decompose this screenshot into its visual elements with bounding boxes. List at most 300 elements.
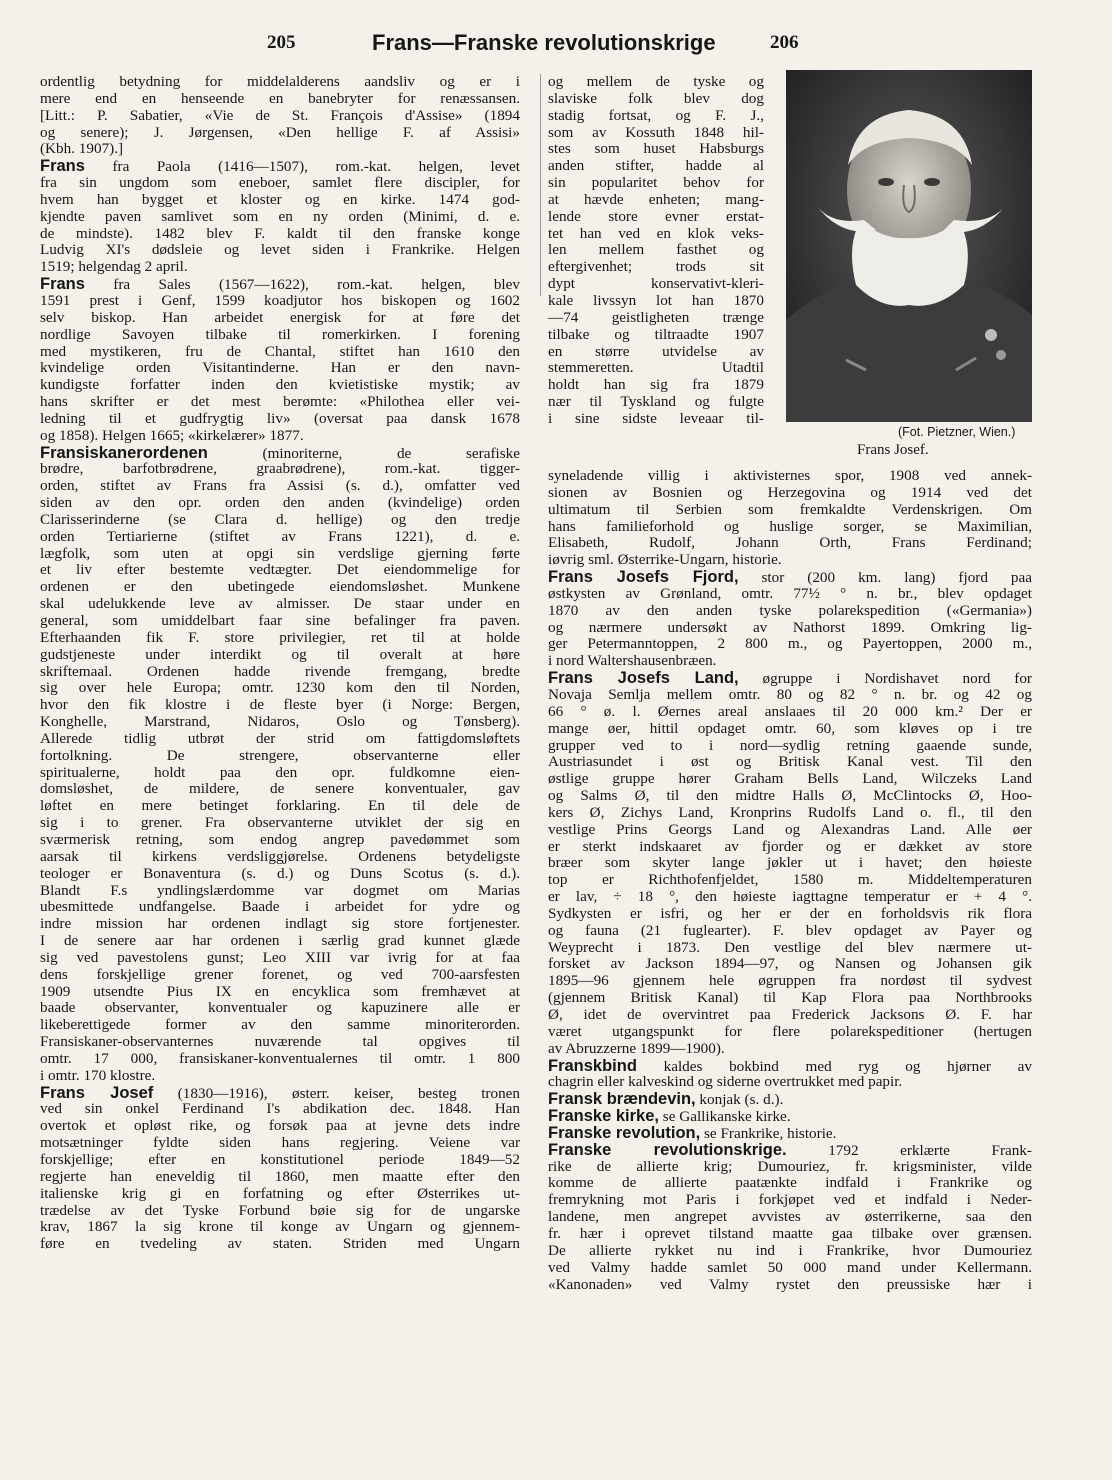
line-text: mere end en henseende en banebryter for renæssansen. <box>40 90 520 107</box>
entry-headword: Frans <box>40 276 85 293</box>
line-text: [Litt.: P. Sabatier, «Vie de St. François d'Assise» (1894 <box>40 107 520 124</box>
text-line <box>548 259 764 276</box>
text-line <box>548 872 1032 889</box>
line-text: Novaja Semlja mellem omtr. 80 og 82 ° n. br. og 42 og <box>548 686 1032 703</box>
line-text: baade observanter, konventualer og kapuzinere alle er <box>40 1000 520 1017</box>
line-text: rike de allierte krig; Dumouriez, fr. krigsminister, vilde <box>548 1158 1032 1175</box>
right-column <box>548 468 1032 1293</box>
text-line <box>548 552 1032 569</box>
text-line <box>40 562 520 579</box>
line-text: hans familieforhold og huslige sorger, se Maximilian, <box>548 518 1032 535</box>
line-text: omtr. 17 000, fransiskaner-konventualernes til omtr. 1 800 <box>40 1050 520 1067</box>
line-text: holdt han sig fra 1879 <box>548 377 764 394</box>
entry-headword: Frans Josefs Land, <box>548 670 739 687</box>
line-text: brødre, barfotbrødrene, graabrødrene), rom.-kat. tigger- <box>40 461 520 478</box>
text-line <box>40 242 520 259</box>
line-text: i sine sidste leveaar til- <box>548 410 764 427</box>
text-line <box>548 670 1032 687</box>
text-line <box>548 1192 1032 1209</box>
line-text: grupper ved to i nord—sydlig retning gaaende sunde, <box>548 737 1032 754</box>
text-line <box>40 1118 520 1135</box>
line-text: fortolkning. De strengere, observanterne eller <box>40 747 520 764</box>
text-line <box>548 839 1032 856</box>
text-line <box>548 344 764 361</box>
line-text: Blandt F.s yndlingslærdomme var dogmet om Marias <box>40 882 520 899</box>
entry-headword: Fransiskanerordenen <box>40 444 208 462</box>
text-line <box>548 360 764 377</box>
line-text: sig ved pavestolens gunst; Leo XIII var ivrig for at faa <box>40 949 520 966</box>
text-line <box>40 209 520 226</box>
line-text: krav, 1867 la sig krone til konge av Ungarn og gjennem- <box>40 1219 520 1236</box>
text-line <box>40 714 520 731</box>
text-line <box>40 158 520 175</box>
text-line <box>548 1058 1032 1075</box>
line-text: anden stifter, hadde al <box>548 158 764 175</box>
line-text: len mellem fasthet og <box>548 242 764 259</box>
text-line <box>40 579 520 596</box>
line-text: ger Petermanntoppen, 2 800 m., og Payertoppen, 2000 m., <box>548 636 1032 653</box>
line-text: nær til Tyskland og fulgte <box>548 394 764 411</box>
text-line <box>40 967 520 984</box>
text-line <box>40 175 520 192</box>
line-text: lægfolk, som uten at opgi sin verdslige gjerning førte <box>40 545 520 562</box>
line-text: ordenen er den ubetingede eiendomsløshet. Munkene <box>40 579 520 596</box>
line-text: dens forskjellige grener forenet, og ved 700-aarsfesten <box>40 966 520 983</box>
line-text: Clarisserinderne (se Clara d. hellige) og den tredje <box>40 511 520 528</box>
line-text: stemmeretten. Utadtil <box>548 360 764 377</box>
text-line <box>548 485 1032 502</box>
text-line <box>548 653 1032 670</box>
text-line <box>548 620 1032 637</box>
text-line <box>548 1142 1032 1159</box>
text-line <box>40 327 520 344</box>
line-text: forskjellige; efter en konstitutionel periode 1849—52 <box>40 1152 520 1168</box>
line-text: som av Kossuth 1848 hil- <box>548 124 764 141</box>
line-text: landene, men angrepet avvistes av østerrikerne, saa den <box>548 1209 1032 1226</box>
text-line <box>548 704 1032 721</box>
text-line <box>548 141 764 158</box>
text-line <box>40 798 520 815</box>
text-line <box>548 721 1032 738</box>
line-text: general, som umiddelbart faar sine befalinger fra paven. <box>40 613 520 629</box>
column-divider <box>540 74 541 296</box>
entry-headword: Frans Josef <box>40 1084 154 1102</box>
page-number-left: 205 <box>267 32 296 53</box>
line-text: orden, stiftet av Frans fra Assisi (s. d.), omfatter ved <box>40 478 520 495</box>
text-line <box>548 889 1032 906</box>
text-line <box>40 445 520 462</box>
text-line <box>548 754 1032 771</box>
text-line <box>40 428 520 445</box>
line-text: se Gallikanske kirke. <box>659 1108 791 1125</box>
text-line <box>548 158 764 175</box>
line-text: Ø, idet de overvintret paa Frederick Jacksons Ø. F. har <box>548 1007 1032 1023</box>
text-line <box>40 1135 520 1152</box>
line-text: vestlige Prins Georgs Land og Alexandras Land. Alle øer <box>548 821 1032 838</box>
line-text: sværmerisk retning, som endog angrep pavedømmet som <box>40 831 520 848</box>
text-line <box>548 940 1032 957</box>
line-text: se Frankrike, historie. <box>700 1124 837 1142</box>
line-text: hvor den fik klostre i de fleste byer (i Norge: Bergen, <box>40 697 520 714</box>
text-line <box>548 91 764 108</box>
text-line <box>548 603 1032 620</box>
line-text: eftergivenhet; trods sit <box>548 259 764 276</box>
text-line <box>548 377 764 394</box>
text-line <box>548 74 764 91</box>
line-text: «Kanonaden» ved Valmy rystet den preussiske hær i <box>548 1276 1032 1293</box>
text-line <box>548 569 1032 586</box>
line-text: sig over hele Europa; omtr. 1230 kom den til Norden, <box>40 680 520 697</box>
text-line <box>40 866 520 883</box>
line-text: gudstjeneste under interdikt og til overalt at høre <box>40 646 520 663</box>
text-line <box>548 855 1032 872</box>
text-line <box>40 310 520 327</box>
line-text: kaldes bokbind med ryg og hjørner av <box>636 1057 1032 1075</box>
line-text: kale livssyn lot han 1870 <box>548 292 764 309</box>
entry-headword: Franske revolution, <box>548 1124 701 1142</box>
line-text: chagrin eller kalveskind og siderne overtrukket med papir. <box>548 1074 903 1091</box>
line-text: 1870 av den anden tyske polarekspedition («Germania») <box>548 602 1032 619</box>
text-line <box>40 461 520 478</box>
line-text: føre en tvedeling av staten. Striden med Ungarn <box>40 1236 520 1253</box>
line-text: 66 ° ø. l. Øernes areal anslaaes til 20 000 km.² Der er <box>548 703 1032 720</box>
line-text: og nærmere undersøkt av Nathorst 1899. Omkring lig- <box>548 619 1032 636</box>
entry-headword: Fransk brændevin, <box>548 1091 696 1109</box>
line-text: ordentlig betydning for middelalderens aandsliv og er i <box>40 74 520 90</box>
line-text: Konghelle, Marstrand, Nidaros, Oslo og Tønsberg). <box>40 714 520 731</box>
text-line <box>548 327 764 344</box>
text-line <box>40 832 520 849</box>
page-header <box>0 28 1112 58</box>
line-text: fra Paola (1416—1507), rom.-kat. helgen, levet <box>84 158 520 176</box>
page-number-right: 206 <box>770 32 799 53</box>
text-line <box>548 805 1032 822</box>
text-line <box>548 1091 1032 1108</box>
text-line <box>548 1277 1032 1294</box>
text-line <box>40 731 520 748</box>
text-line <box>40 1085 520 1102</box>
entry-headword: Franske kirke, <box>548 1108 659 1125</box>
line-text: fr. hær i oprevet tilstand maatte gaa tilbake over grænsen. <box>548 1225 1032 1242</box>
line-text: og senere); J. Jørgensen, «Den hellige F. af Assisi» <box>40 124 520 141</box>
line-text: en større utvidelse av <box>548 343 764 360</box>
line-text: 1519; helgendag 2 april. <box>40 259 188 276</box>
running-title: Frans—Franske revolutionskrige <box>372 30 716 55</box>
text-line <box>40 899 520 916</box>
line-text: bræer som skyter lange jøkler ut i havet; den høieste <box>548 855 1032 872</box>
text-line <box>40 108 520 125</box>
text-line <box>40 495 520 512</box>
text-line <box>548 1175 1032 1192</box>
text-line <box>40 1101 520 1118</box>
line-text: motsætninger fyldte siden hans regjering. Veiene var <box>40 1135 520 1152</box>
text-line <box>40 91 520 108</box>
line-text: dypt konservativt-kleri- <box>548 276 764 293</box>
text-line <box>548 1074 1032 1091</box>
line-text: kvindelige orden Visitantinderne. Han er den navn- <box>40 360 520 377</box>
line-text: et liv efter bestemte vedtægter. Det eiendommelige for <box>40 562 520 579</box>
line-text: sionen av Bosnien og Herzegovina og 1914 ved det <box>548 484 1032 501</box>
line-text: kundigste forfatter inden den kvietistiske mystik; av <box>40 377 520 394</box>
text-line <box>40 781 520 798</box>
text-line <box>548 1159 1032 1176</box>
line-text: av Abruzzerne 1899—1900). <box>548 1040 725 1057</box>
text-line <box>548 586 1032 603</box>
text-line <box>548 108 764 125</box>
line-text: øgruppe i Nordishavet nord for <box>738 670 1032 687</box>
text-line <box>40 933 520 950</box>
line-text: fra Sales (1567—1622), rom.-kat. helgen, blev <box>84 276 520 293</box>
line-text: komme de allierte paatænkte indfald i Frankrike og <box>548 1175 1032 1192</box>
text-line <box>40 815 520 832</box>
line-text: ledning til et gudfrygtig liv» (oversat paa dansk 1678 <box>40 410 520 427</box>
line-text: regjerte han eneveldig til 1860, men maatte efter den <box>40 1168 520 1185</box>
line-text: i omtr. 170 klostre. <box>40 1067 156 1084</box>
line-text: i nord Waltershausenbræen. <box>548 653 717 670</box>
text-line <box>548 1024 1032 1041</box>
text-line <box>548 906 1032 923</box>
text-line <box>40 630 520 647</box>
text-line <box>548 1007 1032 1024</box>
text-line <box>548 990 1032 1007</box>
text-line <box>548 411 764 428</box>
text-line <box>40 748 520 765</box>
line-text: Sydkysten er isfri, og her er der en forholdsvis rik flora <box>548 905 1032 922</box>
text-line <box>40 1000 520 1017</box>
line-text: kers Ø, Zichys Land, Kronprins Rudolfs Land o. fl., til den <box>548 804 1032 821</box>
text-line <box>40 613 520 630</box>
text-line <box>40 360 520 377</box>
text-line <box>40 883 520 900</box>
text-line <box>548 175 764 192</box>
text-line <box>40 512 520 529</box>
line-text: ved Valmy hadde samlet 50 000 mand under Kellermann. <box>548 1259 1032 1276</box>
text-line <box>548 1125 1032 1142</box>
text-line <box>40 344 520 361</box>
line-text: at hævde enheten; mang- <box>548 191 764 208</box>
text-line <box>40 849 520 866</box>
line-text: Weyprecht i 1873. Den vestlige del blev nærmere ut- <box>548 939 1032 956</box>
line-text: sin popularitet behov for <box>548 175 764 192</box>
text-line <box>40 950 520 967</box>
line-text: skriftemaal. Ordenen hadde rivende fremgang, bredte <box>40 663 520 680</box>
text-line <box>40 478 520 495</box>
text-line <box>40 394 520 411</box>
line-text: stes som huset Habsburgs <box>548 141 764 158</box>
line-text: forsket av Jackson 1894—97, og Nansen og Johansen gik <box>548 956 1032 973</box>
line-text: (gjennem Britisk Kanal) til Kap Flora paa Northbrooks <box>548 990 1032 1007</box>
text-line <box>548 1226 1032 1243</box>
line-text: spiritualerne, holdt paa den opr. fuldkomne eien- <box>40 764 520 781</box>
text-line <box>548 1243 1032 1260</box>
text-line <box>40 1219 520 1236</box>
line-text: og mellem de tyske og <box>548 74 764 90</box>
text-line <box>548 125 764 142</box>
text-line <box>548 973 1032 990</box>
text-line <box>40 74 520 91</box>
line-text: stor (200 km. lang) fjord paa <box>738 569 1032 586</box>
text-line <box>548 1209 1032 1226</box>
line-text: 1792 erklærte Frank- <box>786 1141 1032 1159</box>
text-line <box>40 141 520 158</box>
text-line <box>548 502 1032 519</box>
portrait-photo <box>786 70 1032 422</box>
text-line <box>548 242 764 259</box>
line-text: trædelse av det Tyske Forbund bøie sig for de ungarske <box>40 1202 520 1219</box>
line-text: og Salms Ø, til den midtre Halls Ø, McClintocks Ø, Hoo- <box>548 788 1032 805</box>
line-text: I de senere aar har ordenen i særlig grad kunnet glæde <box>40 933 520 950</box>
line-text: 1591 prest i Genf, 1599 koadjutor hos biskopen og 1602 <box>40 292 520 309</box>
line-text: (Kbh. 1907).] <box>40 141 124 158</box>
text-line <box>40 411 520 428</box>
text-line <box>548 738 1032 755</box>
line-text: fremrykning mot Paris i forkjøpet ved et indfald i Neder- <box>548 1192 1032 1209</box>
text-line <box>40 546 520 563</box>
line-text: iøvrig sml. Østerrike-Ungarn, historie. <box>548 552 782 569</box>
line-text: likeberettigede former av den samme minoriterorden. <box>40 1017 520 1034</box>
line-text: domsløshet, de mildere, de senere konventualer, gav <box>40 781 520 798</box>
line-text: skal udelukkende leve av almisser. De staar under en <box>40 596 520 613</box>
line-text: nordlige Savoyen tilbake til romerkirken. I forening <box>40 326 520 343</box>
line-text: hans skrifter er det mest berømte: «Philothea eller vei- <box>40 394 520 411</box>
text-line <box>548 192 764 209</box>
line-text: stadig fortsat, og F. J., <box>548 107 764 124</box>
text-line <box>40 765 520 782</box>
line-text: orden Tertiarierne (stiftet av Frans 1221), d. e. <box>40 528 520 545</box>
line-text: Efterhaanden fik F. store privilegier, ret til at holde <box>40 629 520 646</box>
text-line <box>548 1108 1032 1125</box>
line-text: konjak (s. d.). <box>695 1091 784 1109</box>
line-text: løftet en mere betinget forklaring. En til dele de <box>40 798 520 815</box>
line-text: italienske krig gi en forfatning og efter Østerrikes ut- <box>40 1185 520 1202</box>
line-text: østlige gruppe hører Graham Bells Land, Wilczeks Land <box>548 771 1032 788</box>
line-text: top er Richthofenfjeldet, 1580 m. Middeltemperaturen <box>548 872 1032 889</box>
line-text: ubesmittede undfangelse. Baade i arbeidet for ydre og <box>40 899 520 916</box>
line-text: Elisabeth, Rudolf, Johann Orth, Frans Ferdinand; <box>548 535 1032 552</box>
text-line <box>548 923 1032 940</box>
line-text: de mindste). 1482 blev F. kaldt til den franske konge <box>40 225 520 242</box>
text-line <box>40 984 520 1001</box>
line-text: (1830—1916), østerr. keiser, besteg tronen <box>153 1084 520 1102</box>
text-line <box>40 276 520 293</box>
line-text: siden av den opr. orden den anden (kvindelige) orden <box>40 495 520 512</box>
text-line <box>548 519 1032 536</box>
line-text: sig i to grener. Fra observanterne utviklet der sig en <box>40 815 520 832</box>
line-text: tet han ved en klok veks- <box>548 225 764 242</box>
text-line <box>548 771 1032 788</box>
line-text: indre mission har ordenen indlagt sig store fortjenester. <box>40 916 520 933</box>
text-line <box>40 293 520 310</box>
line-text: teologer er Bonaventura (s. d.) og Duns Scotus (s. d.). <box>40 865 520 882</box>
line-text: mange øer, hittil opdaget omtr. 60, som kløves op i tre <box>548 720 1032 737</box>
text-line <box>548 636 1032 653</box>
text-line <box>40 1152 520 1169</box>
text-line <box>40 529 520 546</box>
entry-headword: Frans <box>40 158 85 176</box>
line-text: Allerede tidlig utbrøt der strid om fattigdomsløftets <box>40 730 520 747</box>
text-line <box>40 226 520 243</box>
text-line <box>40 664 520 681</box>
line-text: og fauna (21 fuglearter). F. blev opdaget av Payer og <box>548 922 1032 939</box>
line-text: fra sin ungdom som eneboer, samlet flere discipler, for <box>40 175 520 192</box>
line-text: østkysten av Grønland, omtr. 77½ ° n. br., blev opdaget <box>548 585 1032 602</box>
photo-credit: (Fot. Pietzner, Wien.) <box>898 425 1016 439</box>
text-line <box>40 596 520 613</box>
line-text: Fransiskaner-observanternes nuværende tal opgives til <box>40 1034 520 1051</box>
line-text: med mystikeren, fru de Chantal, stiftet han 1610 den <box>40 343 520 360</box>
line-text: tilbake og tiltraadte 1907 <box>548 326 764 343</box>
line-text: aarsak til kirkens verdsliggjørelse. Ordenens betydeligste <box>40 848 520 865</box>
line-text: ultimatum til Serbien som fremkaldte Verdenskrigen. Om <box>548 501 1032 518</box>
text-line <box>548 1260 1032 1277</box>
line-text: (minoriterne, de serafiske <box>207 444 520 462</box>
text-line <box>40 697 520 714</box>
text-line <box>40 1017 520 1034</box>
text-line <box>548 788 1032 805</box>
text-line <box>548 310 764 327</box>
line-text: overtok et opløst rike, og forsøk paa at jevne dets indre <box>40 1118 520 1135</box>
line-text: er lav, ÷ 18 °, den høieste iagttagne temperatur er + 4 °. <box>548 889 1032 906</box>
line-text: De allierte rykket nu ind i Frankrike, hvor Dumouriez <box>548 1242 1032 1259</box>
line-text: er sterkt indskaaret av fjorder og er dækket av store <box>548 838 1032 855</box>
line-text: selv biskop. Han arbeidet energisk for at føre det <box>40 309 520 326</box>
text-line <box>548 956 1032 973</box>
text-line <box>548 535 1032 552</box>
text-line <box>40 1068 520 1085</box>
line-text: slaviske folk blev dog <box>548 90 764 107</box>
text-line <box>40 1236 520 1253</box>
line-text: 1895—96 gjennem hele øgruppen fra nordøst til sydvest <box>548 973 1032 990</box>
text-line <box>40 680 520 697</box>
line-text: været utgangspunkt for flere polarekspeditioner (hertugen <box>548 1023 1032 1040</box>
text-line <box>548 687 1032 704</box>
photo-caption: Frans Josef. <box>857 442 929 458</box>
line-text: lende store evner erstat- <box>548 208 764 225</box>
text-line <box>40 1051 520 1068</box>
entry-headword: Franskbind <box>548 1057 637 1075</box>
text-line <box>40 1034 520 1051</box>
text-line <box>40 259 520 276</box>
right-column-wrap-text <box>548 74 764 428</box>
text-line <box>548 822 1032 839</box>
entry-headword: Franske revolutionskrige. <box>548 1141 787 1159</box>
text-line <box>548 293 764 310</box>
line-text: 1909 utsendte Pius IX en encyklica som fremhævet at <box>40 983 520 1000</box>
text-line <box>40 1203 520 1220</box>
text-line <box>548 276 764 293</box>
text-line <box>40 377 520 394</box>
line-text: Ludvig XI's dødsleie og levet siden i Frankrike. Helgen <box>40 242 520 259</box>
text-line <box>40 1186 520 1203</box>
text-line <box>548 468 1032 485</box>
line-text: —74 geistligheten trænge <box>548 309 764 326</box>
line-text: hvem han bygget et kloster og en kirke. 1474 god- <box>40 191 520 208</box>
line-text: syneladende villig i aktivisternes spor, 1908 ved annek- <box>548 468 1032 484</box>
text-line <box>40 1169 520 1186</box>
text-line <box>548 226 764 243</box>
text-line <box>548 394 764 411</box>
line-text: og 1858). Helgen 1665; «kirkelærer» 1877. <box>40 427 304 444</box>
text-line <box>40 916 520 933</box>
text-line <box>40 192 520 209</box>
line-text: Austriasundet i øst og Britisk Kanal vest. Til den <box>548 754 1032 771</box>
entry-headword: Frans Josefs Fjord, <box>548 569 739 586</box>
line-text: kjendte paven samlivet som en ny orden (Minimi, d. e. <box>40 208 520 225</box>
left-column <box>40 74 520 1253</box>
text-line <box>548 1041 1032 1058</box>
line-text: ved sin onkel Ferdinand I's abdikation dec. 1848. Han <box>40 1101 520 1118</box>
text-line <box>548 209 764 226</box>
